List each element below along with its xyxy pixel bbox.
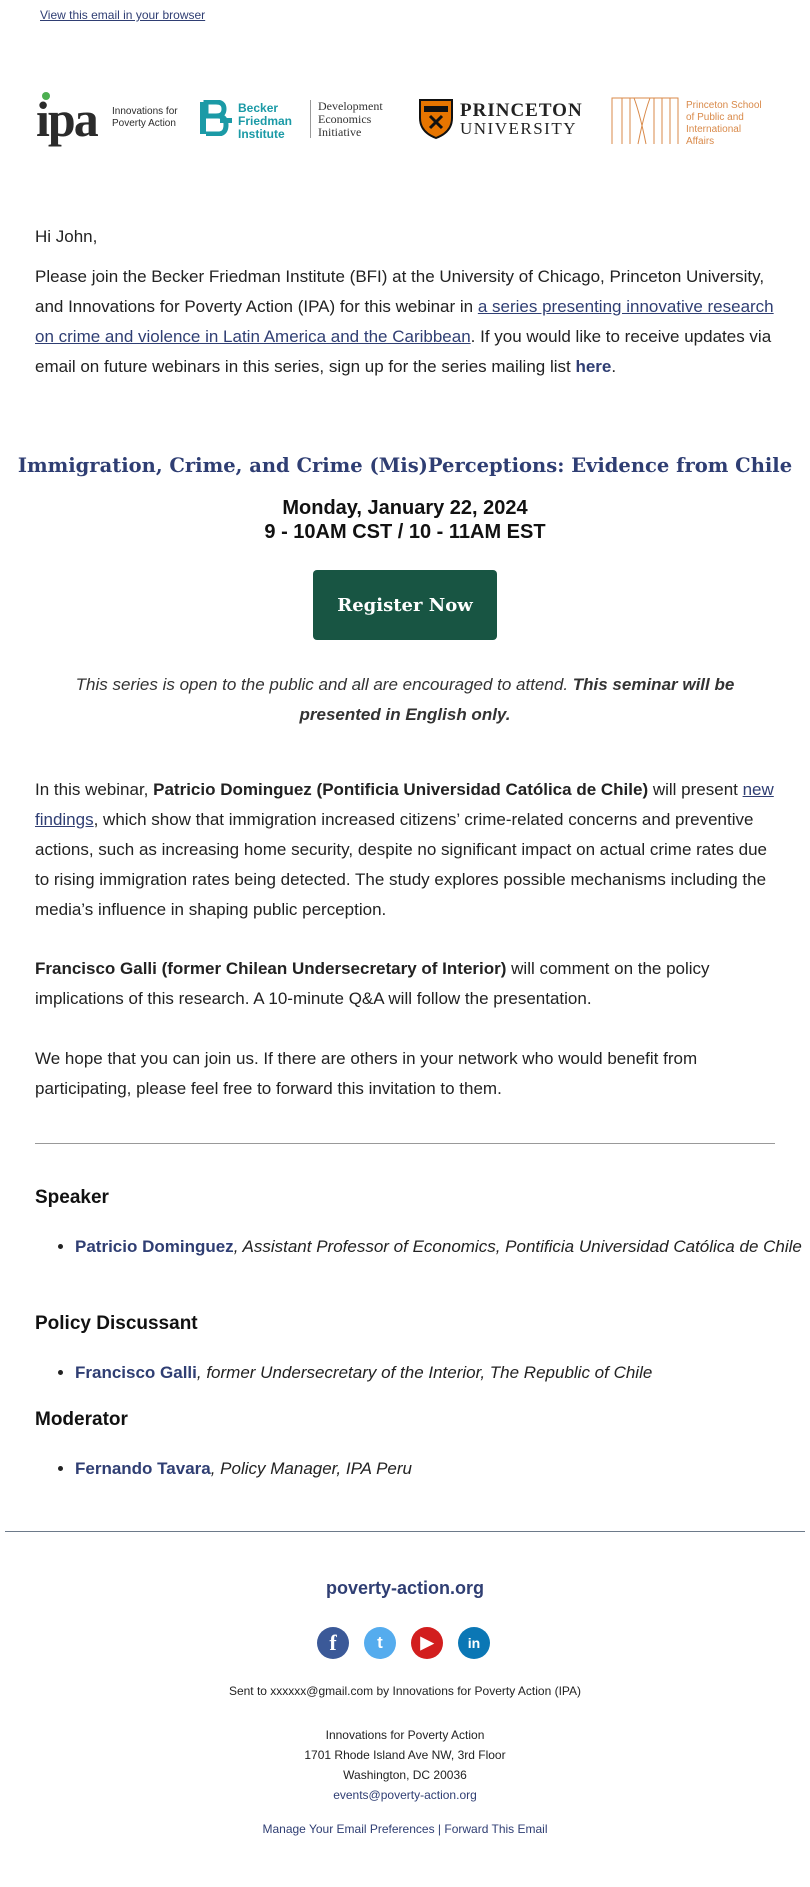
public-note — [40, 670, 770, 730]
mailing-address — [0, 1725, 810, 1805]
spia-line-1: Princeton School — [686, 100, 762, 111]
link-separator: | — [434, 1822, 445, 1836]
event-datetime — [0, 496, 810, 544]
org-name: Innovations for Poverty Action — [325, 1728, 485, 1742]
webinar-description — [35, 775, 775, 925]
princeton-logo[interactable] — [418, 86, 588, 152]
princeton-line-2: UNIVERSITY — [460, 119, 577, 138]
footer-divider — [5, 1531, 805, 1532]
register-now-button[interactable]: Register Now — [313, 570, 497, 640]
event-date: Monday, January 22, 2024 — [282, 497, 528, 519]
speaker-list — [35, 1232, 810, 1262]
moderator-name-link[interactable]: Fernando Tavara — [75, 1459, 211, 1478]
bfi-line-1: Becker — [238, 101, 279, 115]
partner-logos — [36, 86, 776, 152]
city-address: Washington, DC 20036 — [343, 1768, 467, 1782]
spia-mark-icon — [610, 94, 680, 146]
p1-text-b: will present — [648, 780, 743, 799]
spia-logo[interactable] — [610, 86, 770, 152]
intro-section — [35, 222, 775, 382]
facebook-icon[interactable]: f — [317, 1627, 349, 1659]
speaker-role: , Assistant Professor of Economics, Pontificia Universidad Católica de Chile — [233, 1237, 802, 1256]
english-only-note: This seminar will be presented in English only. — [299, 675, 735, 724]
twitter-icon[interactable]: t — [364, 1627, 396, 1659]
intro-text-1: Please join the Becker Friedman Institute (BFI) at the University of Chicago, Princeton University, and Innovations for Poverty Action (IPA) for this webinar in — [35, 267, 765, 316]
linkedin-icon[interactable]: in — [458, 1627, 490, 1659]
mailing-list-link[interactable]: here — [575, 357, 612, 376]
policy-name-link[interactable]: Francisco Galli — [75, 1363, 197, 1382]
spia-line-2: of Public and — [686, 112, 744, 123]
spia-line-3: International Affairs — [686, 124, 742, 147]
intro-paragraph — [35, 262, 775, 382]
ipa-logo-mark: ipa — [36, 91, 97, 147]
footer-links — [0, 1822, 810, 1836]
policy-discussant-list — [35, 1358, 810, 1388]
p2-text: will comment on the policy implications of this research. A 10-minute Q&A will follow the presentation. — [35, 959, 710, 1008]
series-link[interactable]: a series presenting innovative research on crime and violence in Latin America and the Caribbean — [35, 297, 774, 346]
moderator-list — [35, 1454, 810, 1484]
intro-end: . — [611, 357, 617, 376]
spia-name — [686, 100, 770, 148]
logo-divider — [310, 100, 311, 138]
contact-email-link[interactable]: events@poverty-action.org — [333, 1788, 477, 1802]
manage-preferences-link[interactable]: Manage Your Email Preferences — [262, 1822, 435, 1836]
moderator-role: , Policy Manager, IPA Peru — [210, 1459, 412, 1478]
princeton-shield-icon — [418, 98, 454, 140]
event-title: Immigration, Crime, and Crime (Mis)Perceptions: Evidence from Chile — [17, 454, 793, 477]
speaker-heading: Speaker — [35, 1187, 109, 1208]
bfi-logo[interactable] — [198, 86, 398, 152]
dev-line-2: Economics — [318, 112, 372, 126]
dev-line-3: Initiative — [318, 125, 362, 139]
public-note-text: This series is open to the public and all are encouraged to attend. — [75, 675, 573, 694]
policy-discussant-heading: Policy Discussant — [35, 1313, 198, 1334]
p1-text-a: In this webinar, — [35, 780, 154, 799]
closing-paragraph: We hope that you can join us. If there are others in your network who would benefit from participating, please feel free to forward this invitation to them. — [35, 1049, 698, 1098]
dev-econ-initiative — [318, 100, 383, 139]
moderator-heading: Moderator — [35, 1409, 128, 1430]
social-links — [317, 1627, 493, 1659]
policy-role: , former Undersecretary of the Interior, The Republic of Chile — [196, 1363, 653, 1382]
section-divider — [35, 1143, 775, 1144]
dev-line-1: Development — [318, 99, 383, 113]
event-time: 9 - 10AM CST / 10 - 11AM EST — [264, 521, 546, 543]
ipa-logo-text — [112, 106, 178, 130]
ipa-line-2: Poverty Action — [112, 118, 176, 129]
greeting: Hi John, — [35, 227, 98, 246]
list-item — [75, 1454, 810, 1484]
ipa-logo[interactable] — [36, 86, 186, 152]
street-address: 1701 Rhode Island Ave NW, 3rd Floor — [304, 1748, 506, 1762]
bfi-line-3: Institute — [238, 127, 285, 141]
intro-text-2: . If you would like to receive updates via email on future webinars in this series, sign up for the series mailing list — [35, 327, 772, 376]
list-item — [75, 1232, 810, 1262]
bfi-mark-icon — [198, 100, 232, 136]
view-in-browser-link[interactable]: View this email in your browser — [40, 8, 206, 22]
bfi-name — [238, 102, 292, 141]
p1-text-c: , which show that immigration increased citizens’ crime-related concerns and preventive actions, such as increasing home security, despite no significant impact on actual crime rates due to rising immigration rates being detected. The study explores possible mechanisms including the media’s influence in shaping public perception. — [35, 810, 767, 919]
new-findings-link[interactable]: new findings — [35, 780, 774, 829]
p1-speaker: Patricio Dominguez (Pontificia Universidad Católica de Chile) — [153, 780, 649, 799]
list-item — [75, 1358, 810, 1388]
forward-email-link[interactable]: Forward This Email — [444, 1822, 548, 1836]
sent-to-notice: Sent to xxxxxx@gmail.com by Innovations for Poverty Action (IPA) — [228, 1684, 582, 1698]
youtube-icon[interactable]: ▶ — [411, 1627, 443, 1659]
website-link[interactable]: poverty-action.org — [325, 1578, 485, 1598]
princeton-name — [460, 102, 583, 138]
speaker-name-link[interactable]: Patricio Dominguez — [75, 1237, 234, 1256]
bfi-line-2: Friedman — [238, 114, 293, 128]
princeton-line-1: PRINCETON — [460, 100, 583, 121]
discussant-paragraph — [35, 954, 775, 1014]
p2-name: Francisco Galli (former Chilean Undersecretary of Interior) — [35, 959, 507, 978]
ipa-line-1: Innovations for — [112, 106, 178, 117]
